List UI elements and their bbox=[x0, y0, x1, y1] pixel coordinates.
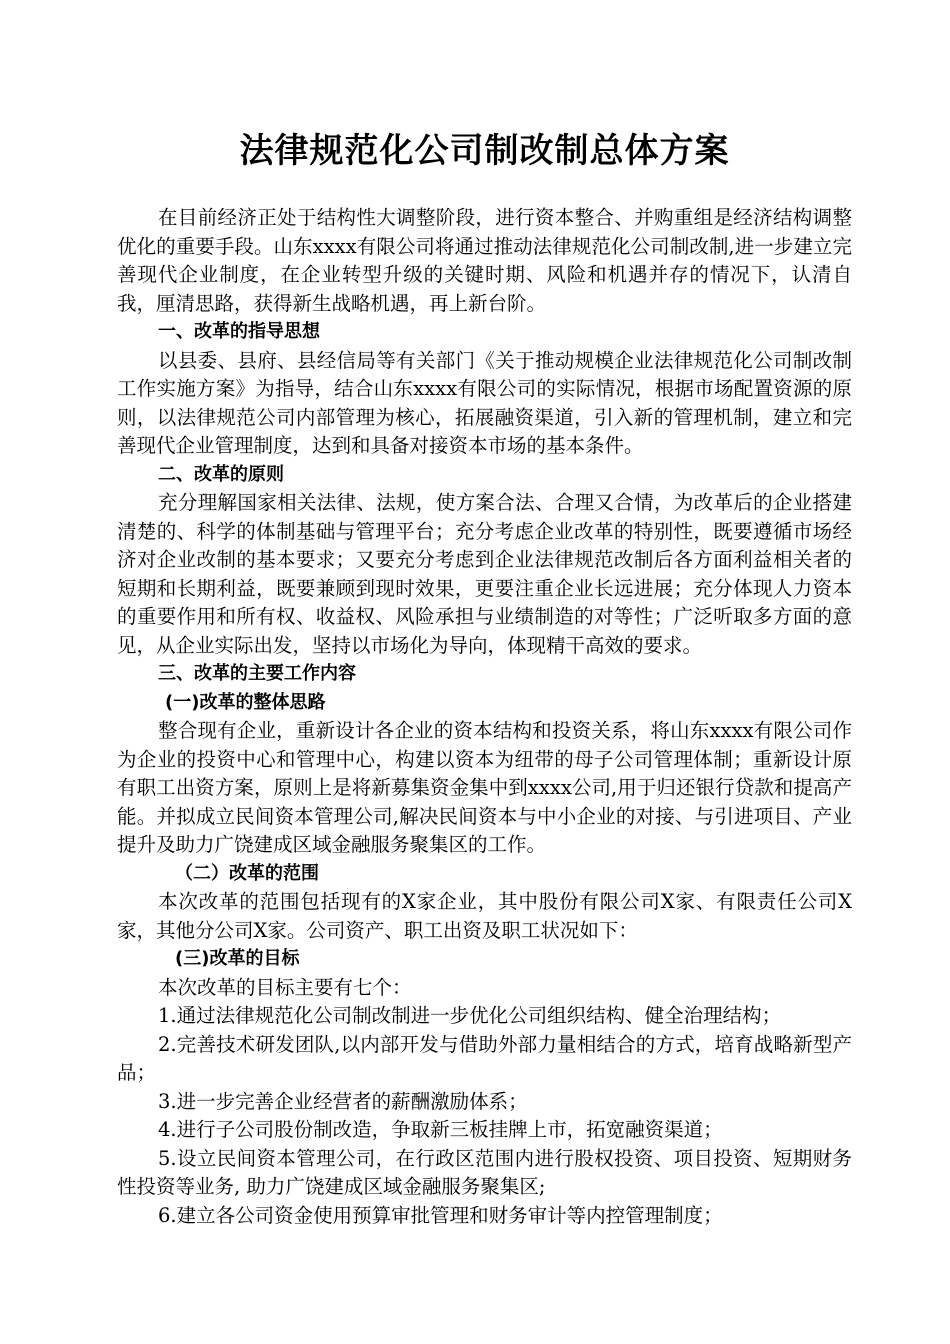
document-page bbox=[117, 128, 852, 1230]
section-body-principles: 充分理解国家相关法律、法规，使方案合法、合理又合情，为改革后的企业搭建清楚的、科学的体制基础与管理平台；充分考虑企业改革的特别性，既要遵循市场经济对企业改制的基本要求；又要充分考虑到企业法律规范改制后各方面利益相关者的短期和长期利益，既要兼顾到现时效果，更要注重企业长远进展；充分体现人力资本的重要作用和所有权、收益权、风险承担与业绩制造的对等性；广泛听取多方面的意见，从企业实际出发，坚持以市场化为导向，体现精干高效的要求。 bbox=[117, 491, 852, 657]
subsection-heading-overall-idea: (一)改革的整体思路 bbox=[165, 691, 326, 713]
goal-item: 2.完善技术研发团队,以内部开发与借助外部力量相结合的方式，培育战略新型产品； bbox=[117, 1032, 852, 1084]
subsection-body-scope: 本次改革的范围包括现有的X家企业，其中股份有限公司X家、有限责任公司X家，其他分公司X家。公司资产、职工出资及职工状况如下： bbox=[117, 890, 852, 942]
subsection-body-overall-idea: 整合现有企业，重新设计各企业的资本结构和投资关系，将山东xxxx有限公司作为企业的投资中心和管理中心，构建以资本为纽带的母子公司管理体制；重新设计原有职工出资方案，原则上是将新募集资金集中到xxxx公司,用于归还银行贷款和提高产能。并拟成立民间资本管理公司,解决民间资本与中小企业的对接、与引进项目、产业提升及助力广饶建成区域金融服务聚集区的工作。 bbox=[117, 719, 852, 856]
goal-item: 1.通过法律规范化公司制改制进一步优化公司组织结构、健全治理结构； bbox=[158, 1004, 782, 1027]
document-title: 法律规范化公司制改制总体方案 bbox=[239, 131, 730, 171]
section-heading-main-work: 三、改革的主要工作内容 bbox=[158, 663, 356, 684]
subsection-heading-goals: (三)改革的目标 bbox=[175, 948, 300, 969]
subsection-heading-scope: （二）改革的范围 bbox=[175, 862, 319, 884]
goal-item: 4.进行子公司股份制改造，争取新三板挂牌上市，拓宽融资渠道； bbox=[158, 1118, 723, 1141]
section-heading-principles: 二、改革的原则 bbox=[158, 463, 284, 485]
subsection-body-goals: 本次改革的目标主要有七个： bbox=[158, 975, 412, 999]
section-body-guiding-ideology: 以县委、县府、县经信局等有关部门《关于推动规模企业法律规范化公司制改制工作实施方案》为指导，结合山东xxxx有限公司的实际情况，根据市场配置资源的原则，以法律规范公司内部管理为核心，拓展融资渠道，引入新的管理机制，建立和完善现代企业管理制度，达到和具备对接资本市场的基本条件。 bbox=[117, 348, 852, 457]
goal-item: 3.进一步完善企业经营者的薪酬激励体系； bbox=[158, 1089, 528, 1113]
section-heading-guiding-ideology: 一、改革的指导思想 bbox=[158, 321, 320, 342]
goal-item: 6.建立各公司资金使用预算审批管理和财务审计等内控管理制度； bbox=[158, 1203, 723, 1227]
goal-item: 5.设立民间资本管理公司，在行政区范围内进行股权投资、项目投资、短期财务性投资等业务, 助力广饶建成区域金融服务聚集区; bbox=[117, 1146, 852, 1198]
intro-paragraph: 在目前经济正处于结构性大调整阶段，进行资本整合、并购重组是经济结构调整优化的重要手段。山东xxxx有限公司将通过推动法律规范化公司制改制,进一步建立完善现代企业制度，在企业转型升级的关键时期、风险和机遇并存的情况下，认清自我，厘清思路，获得新生战略机遇，再上新台阶。 bbox=[117, 206, 852, 315]
